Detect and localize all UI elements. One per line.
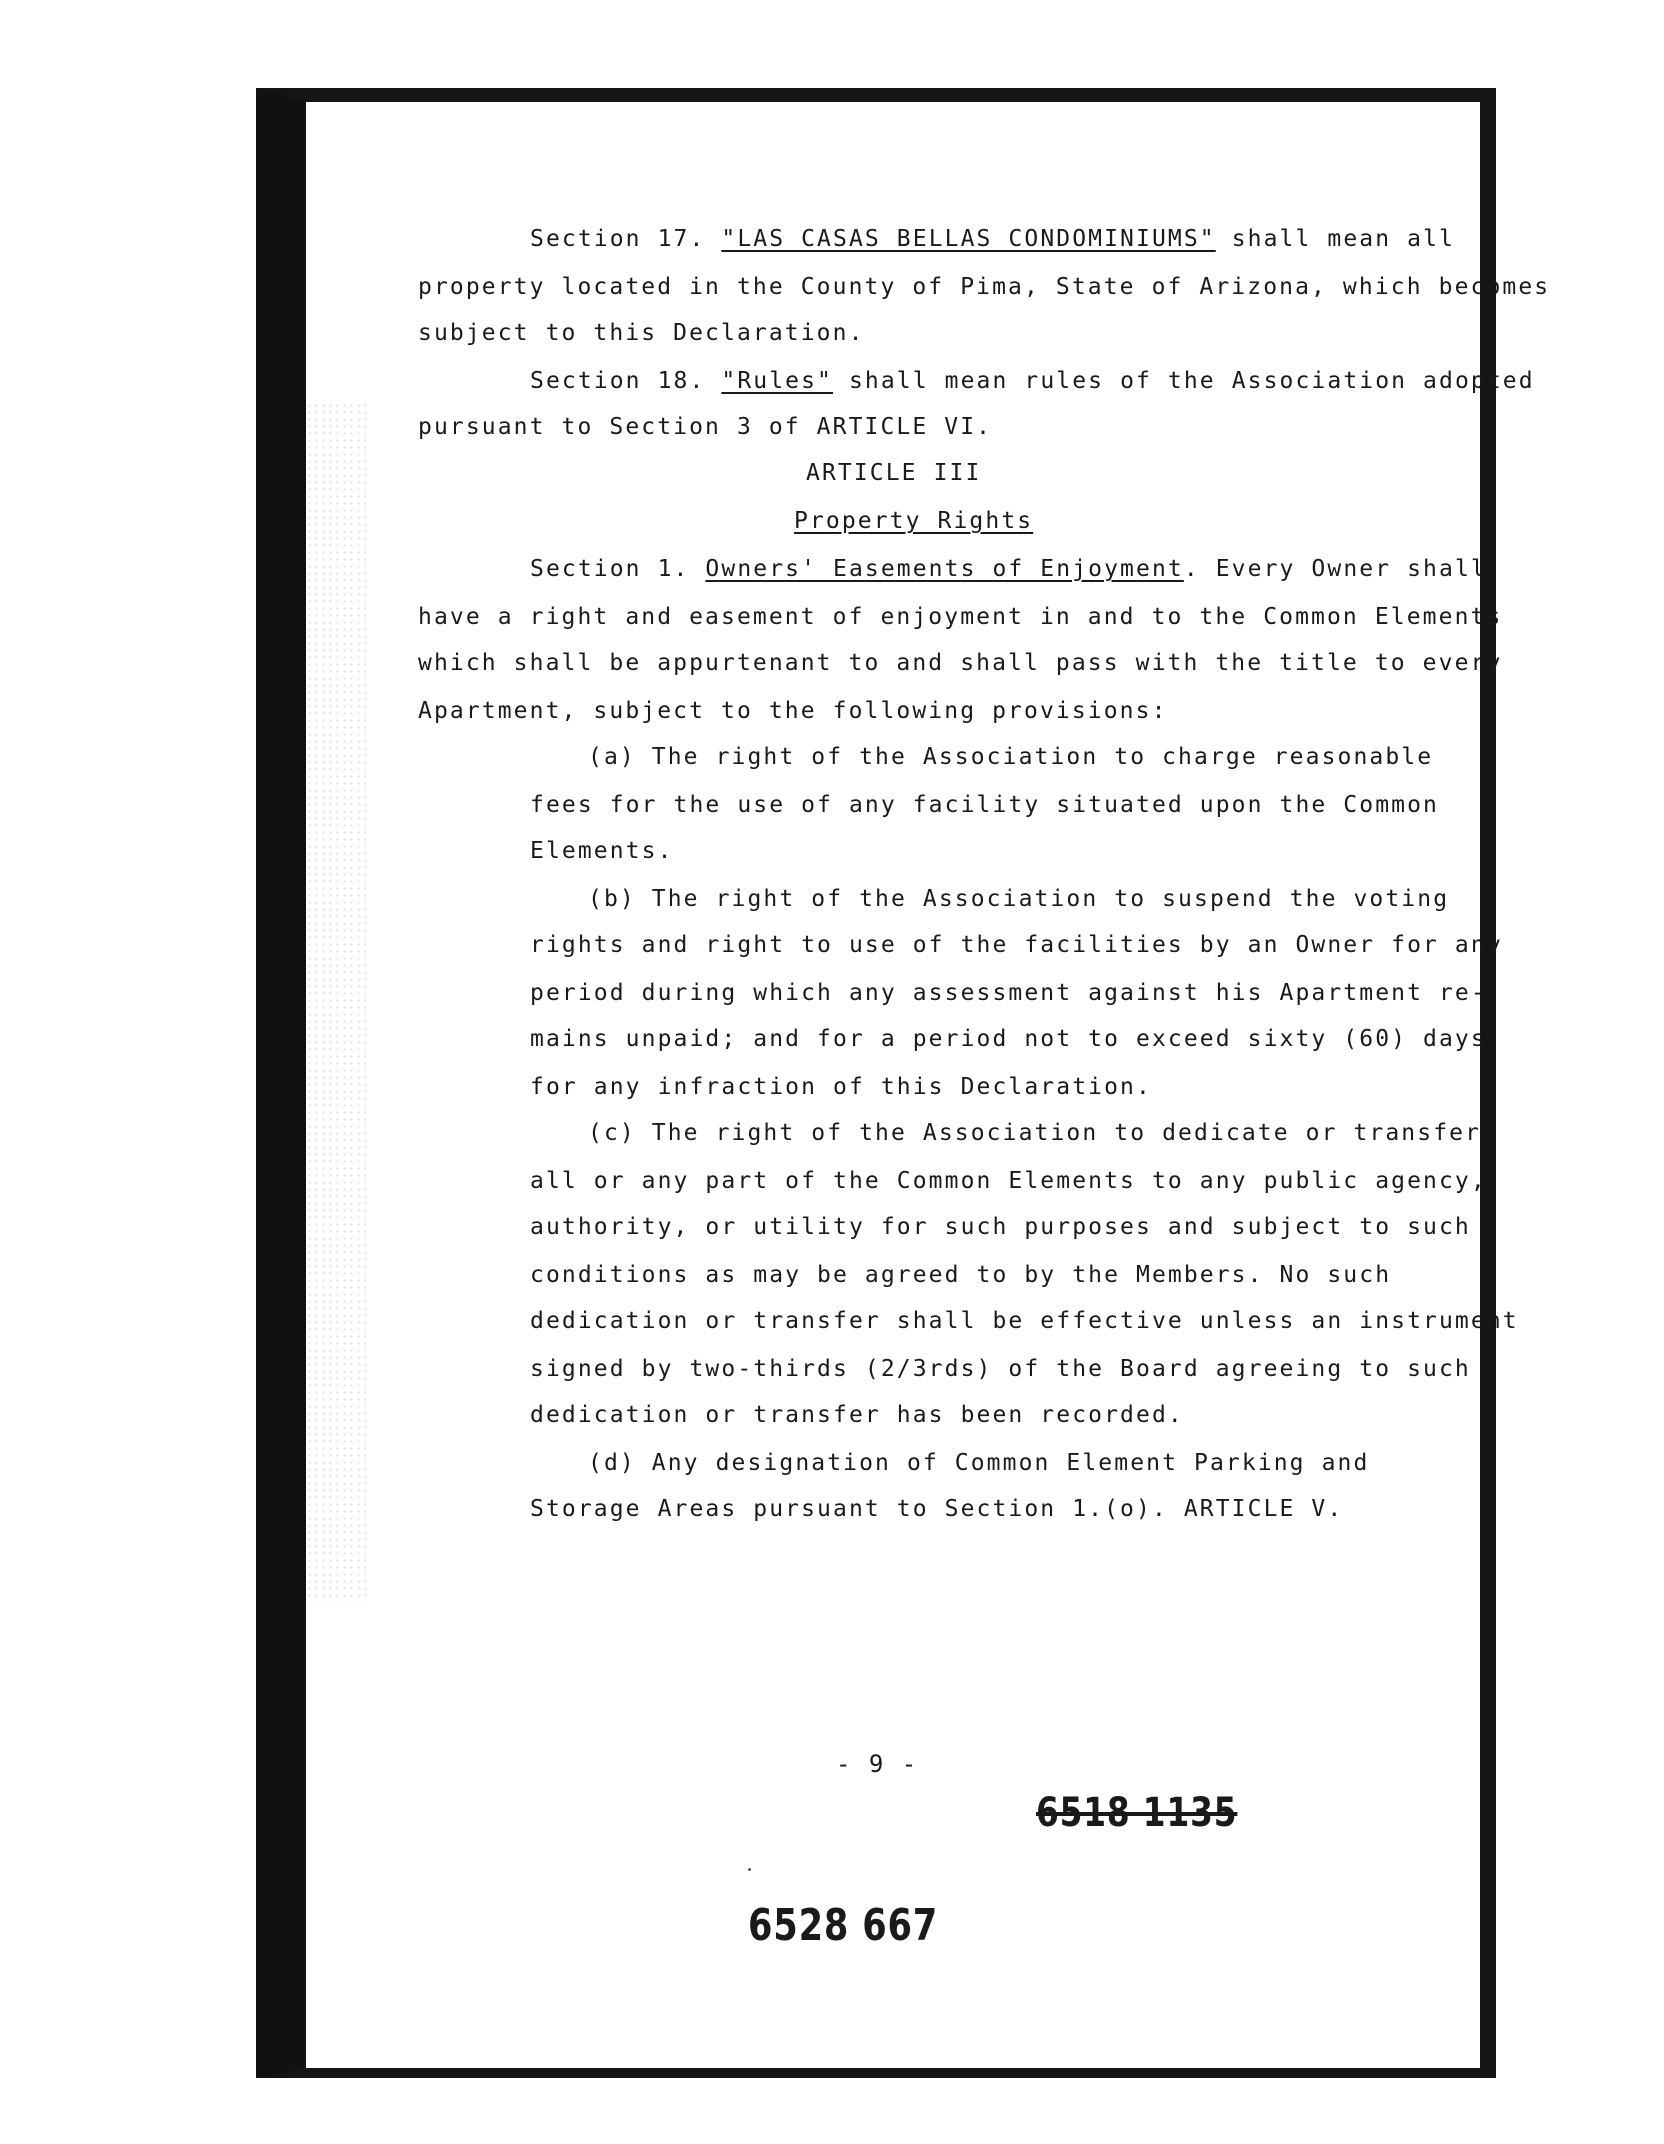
provision-c-line-3: authority, or utility for such purposes and subject to such bbox=[530, 1214, 1471, 1240]
provision-c-line-5: dedication or transfer shall be effective unless an instrument bbox=[530, 1308, 1519, 1334]
provision-a-line-2: fees for the use of any facility situated upon the Common bbox=[530, 792, 1439, 818]
section-17-lead: Section 17. bbox=[530, 226, 722, 252]
provision-c-line-7: dedication or transfer has been recorded. bbox=[530, 1402, 1184, 1428]
provision-a-line-1: (a) The right of the Association to charge reasonable bbox=[588, 744, 1434, 770]
section-1-text: . Every Owner shall bbox=[1183, 556, 1487, 582]
article-heading: ARTICLE III bbox=[806, 460, 982, 486]
provision-b-line-5: for any infraction of this Declaration. bbox=[530, 1074, 1152, 1100]
provision-b-line-2: rights and right to use of the facilities by an Owner for any bbox=[530, 932, 1503, 958]
provision-c-line-2: all or any part of the Common Elements to any public agency, bbox=[530, 1168, 1487, 1194]
section-1-title: Owners' Easements of Enjoyment bbox=[705, 556, 1184, 582]
section-17-line-1 bbox=[530, 226, 1455, 252]
section-17-line-3: subject to this Declaration. bbox=[418, 320, 865, 346]
provision-c-line-4: conditions as may be agreed to by the Members. No such bbox=[530, 1262, 1392, 1288]
section-18-term: "Rules" bbox=[721, 368, 834, 394]
provision-d-line-1: (d) Any designation of Common Element Parking and bbox=[588, 1450, 1370, 1476]
provision-b-line-3: period during which any assessment against his Apartment re- bbox=[530, 980, 1487, 1006]
record-stamp: 6528 667 bbox=[748, 1900, 939, 1951]
struck-record-stamp: 6518 1135 bbox=[1036, 1790, 1238, 1836]
section-17-term: "LAS CASAS BELLAS CONDOMINIUMS" bbox=[721, 226, 1216, 252]
section-1-line-4: Apartment, subject to the following provisions: bbox=[418, 698, 1168, 724]
provision-b-line-1: (b) The right of the Association to suspend the voting bbox=[588, 886, 1450, 912]
provision-c-line-6: signed by two-thirds (2/3rds) of the Board agreeing to such bbox=[530, 1356, 1471, 1382]
article-subheading: Property Rights bbox=[794, 508, 1034, 534]
provision-a-line-3: Elements. bbox=[530, 838, 674, 864]
section-1-line-3: which shall be appurtenant to and shall pass with the title to every bbox=[418, 650, 1503, 676]
section-17-line-2: property located in the County of Pima, State of Arizona, which becomes bbox=[418, 274, 1551, 300]
section-18-line-2: pursuant to Section 3 of ARTICLE VI. bbox=[418, 414, 993, 440]
scan-speckle bbox=[306, 402, 366, 1602]
section-1-line-1 bbox=[530, 556, 1487, 582]
section-17-text: shall mean all bbox=[1215, 226, 1455, 252]
section-18-text: shall mean rules of the Association adopted bbox=[833, 368, 1535, 394]
provision-c-line-1: (c) The right of the Association to dedicate or transfer bbox=[588, 1120, 1482, 1146]
section-1-line-2: have a right and easement of enjoyment in and to the Common Elements bbox=[418, 604, 1503, 630]
provision-d-line-2: Storage Areas pursuant to Section 1.(o). ARTICLE V. bbox=[530, 1496, 1344, 1522]
section-1-lead: Section 1. bbox=[530, 556, 706, 582]
section-18-lead: Section 18. bbox=[530, 368, 722, 394]
provision-b-line-4: mains unpaid; and for a period not to exceed sixty (60) days bbox=[530, 1026, 1487, 1052]
section-18-line-1 bbox=[530, 368, 1535, 394]
scan-mark bbox=[748, 1868, 751, 1871]
page-number: - 9 - bbox=[836, 1750, 919, 1778]
